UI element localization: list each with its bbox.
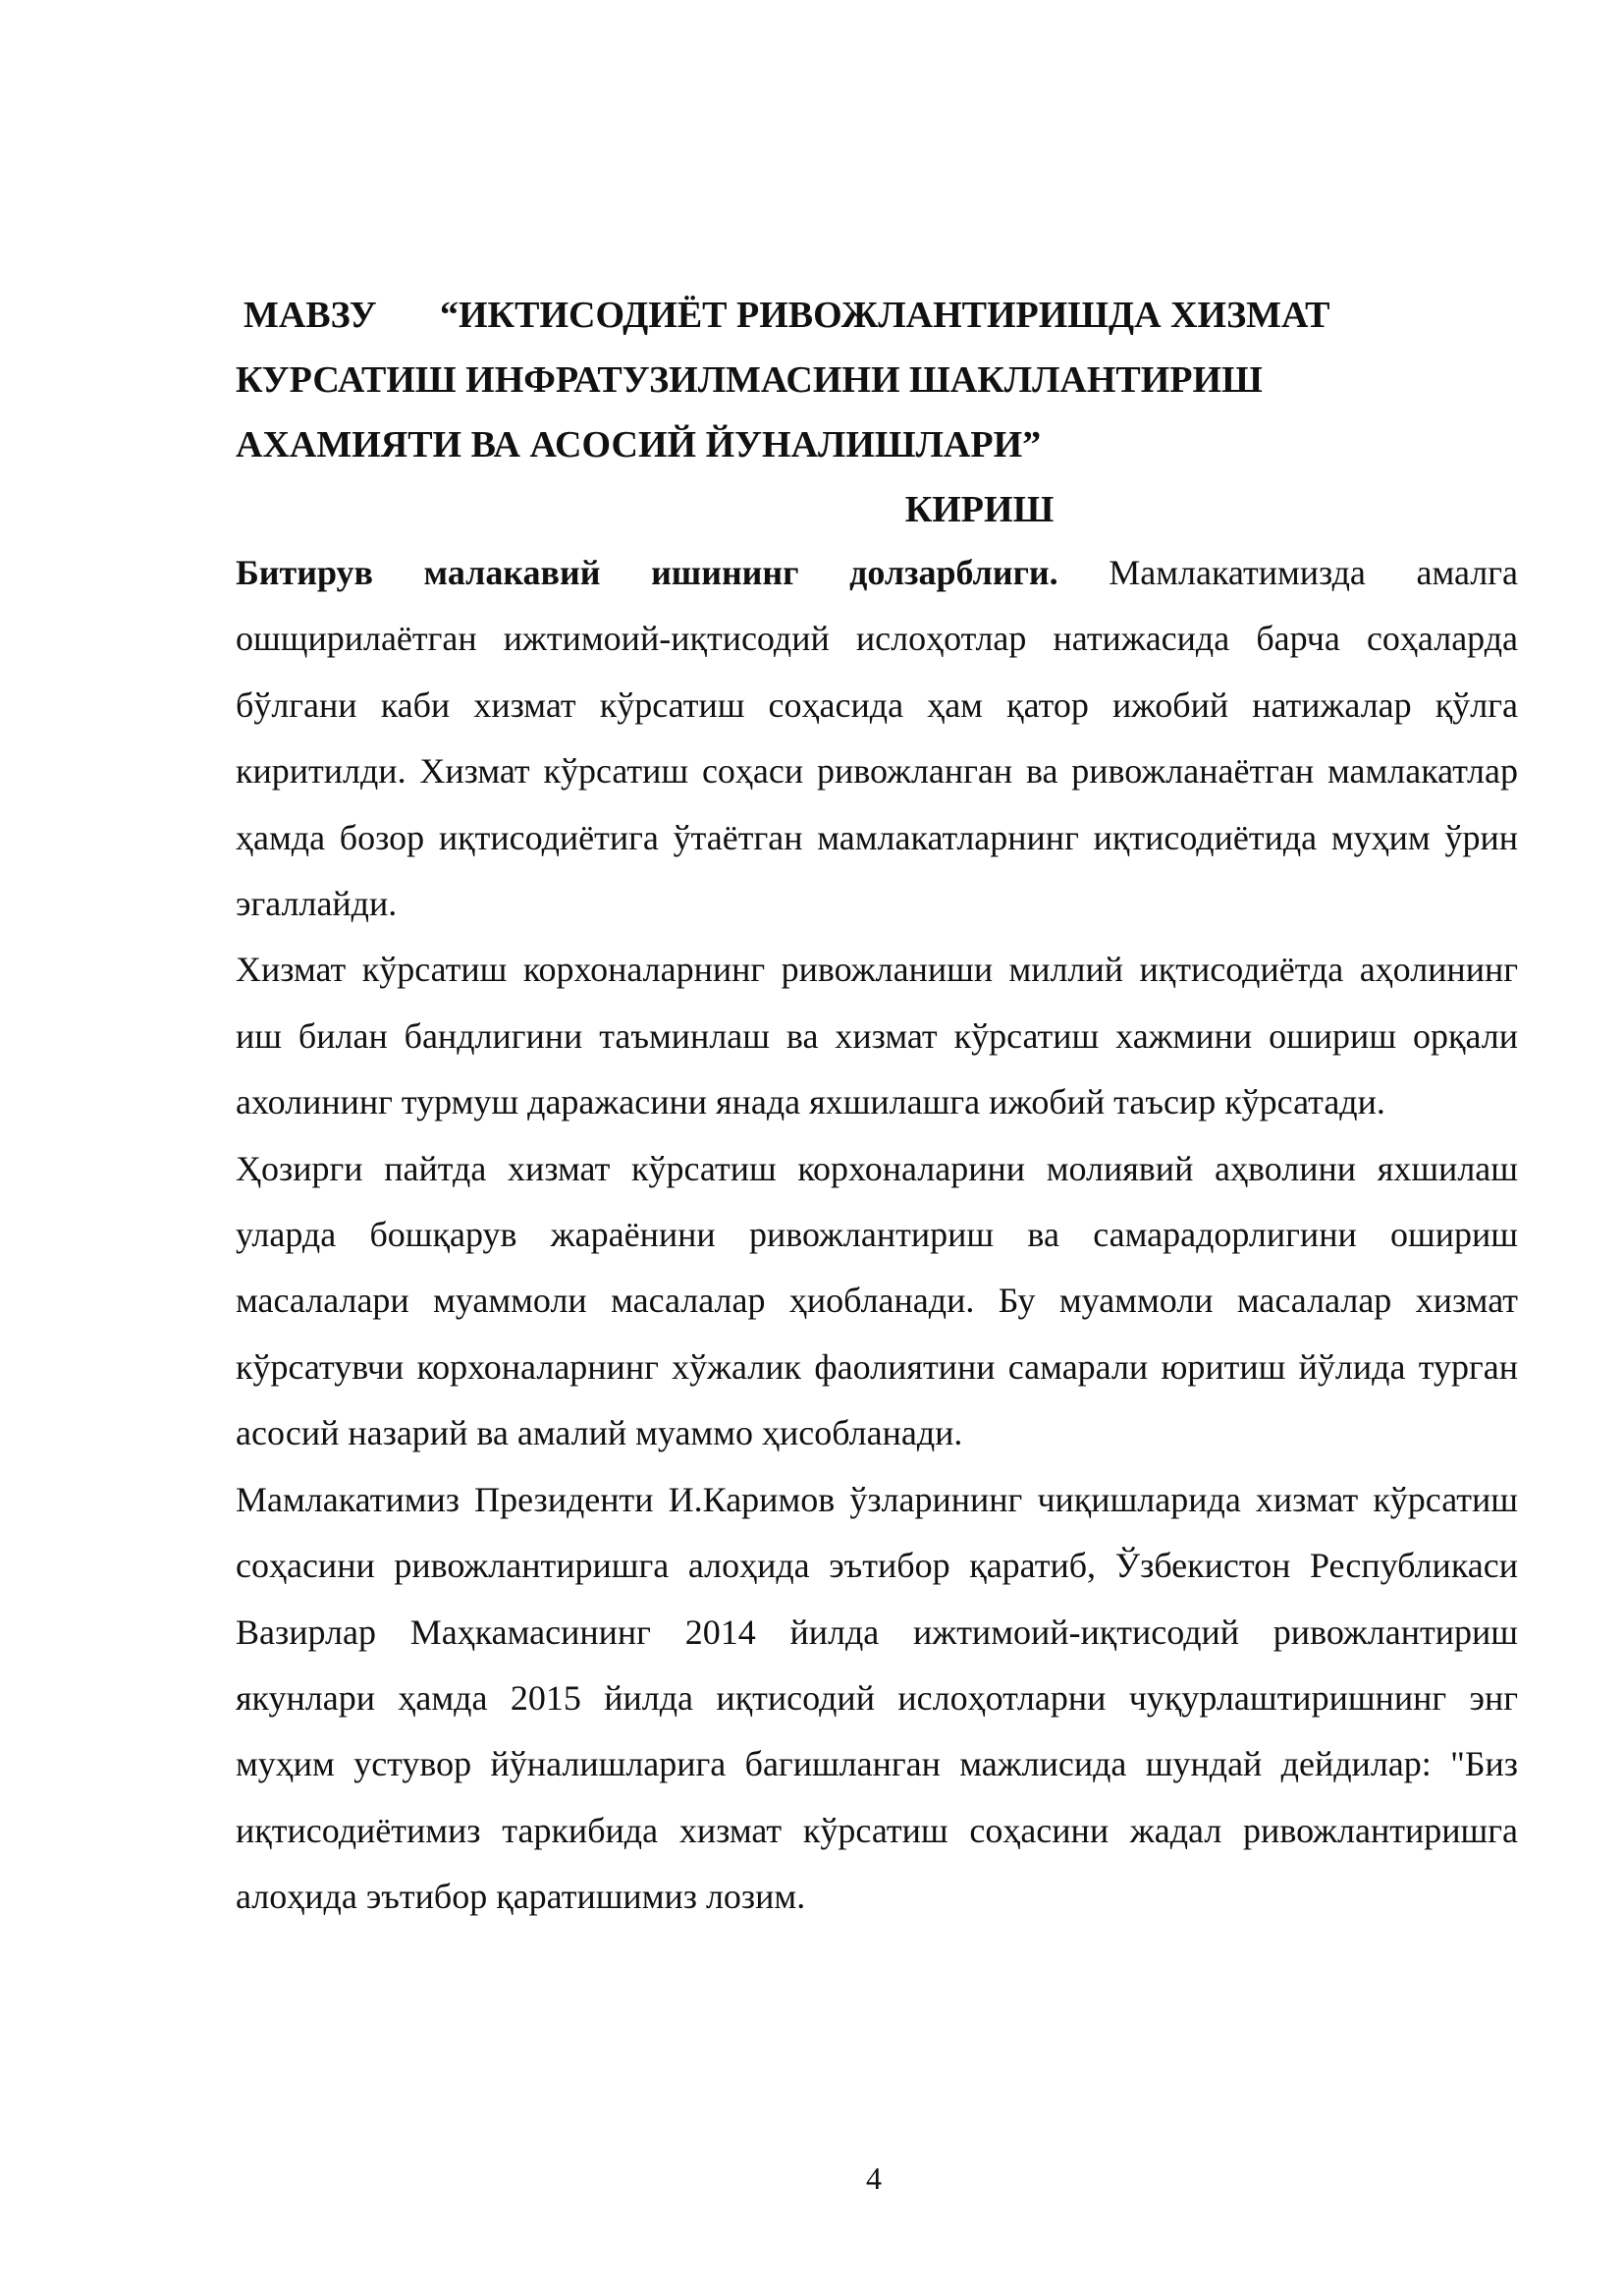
paragraph-lead: Битирув малакавий ишининг долзарблиги.: [236, 553, 1058, 592]
paragraph-text: Ҳозирги пайтда хизмат кўрсатиш корхоналарини молиявий аҳволини яхшилаш уларда бошқарув жараёнини ривожлантириш ва самарадорлигини ошириш масалалари муаммоли масалалар ҳиобланади. Бу муаммоли масалалар хизмат кўрсатувчи корхоналарнинг хўжалик фаолиятини самарали юритиш йўлида турган асосий назарий ва амалий муаммо ҳисобланади.: [236, 1148, 1518, 1453]
title-line-3: АХАМИЯТИ ВА АСОСИЙ ЙУНАЛИШЛАРИ”: [236, 424, 1042, 465]
title-text-1: “ИКТИСОДИЁТ РИВОЖЛАНТИРИШДА ХИЗМАТ: [440, 295, 1330, 336]
title-line-2: КУРСАТИШ ИНФРАТУЗИЛМАСИНИ ШАКЛЛАНТИРИШ: [236, 359, 1263, 401]
section-heading: КИРИШ: [904, 489, 1055, 530]
paragraph-3: [236, 1136, 1518, 1467]
page-number: 4: [866, 2160, 882, 2196]
title-line-1: [236, 283, 1512, 348]
title-label: МАВЗУ: [244, 295, 377, 336]
paragraph-2: [236, 937, 1518, 1135]
paragraph-text: Хизмат кўрсатиш корхоналарнинг ривожланиши миллий иқтисодиётда аҳолининг иш билан бандлигини таъминлаш ва хизмат кўрсатиш хажмини ошириш орқали ахолининг турмуш даражасини янада яхшилашга ижобий таъсир кўрсатади.: [236, 950, 1518, 1122]
body-text: [236, 540, 1518, 1931]
paragraph-text: Мамлакатимизда амалга ошщирилаётган ижтимоий-иқтисодий ислоҳотлар натижасида барча соҳаларда бўлгани каби хизмат кўрсатиш соҳасида ҳам қатор ижобий натижалар қўлга киритилди. Хизмат кўрсатиш соҳаси ривожланган ва ривожланаётган мамлакатлар ҳамда бозор иқтисодиётига ўтаётган мамлакатларнинг иқтисодиётида муҳим ўрин эгаллайди.: [236, 553, 1518, 924]
paragraph-text: Мамлакатимиз Президенти И.Каримов ўзларининг чиқишларида хизмат кўрсатиш соҳасини ривожлантиришга алоҳида эътибор қаратиб, Ўзбекистон Республикаси Вазирлар Маҳкамасининг 2014 йилда ижтимоий-иқтисодий ривожлантириш якунлари ҳамда 2015 йилда иқтисодий ислоҳотларни чуқурлаштиришнинг энг муҳим устувор йўналишларига багишланган мажлисида шундай дейдилар: "Биз иқтисодиётимиз таркибида хизмат кўрсатиш соҳасини жадал ривожлантиришга алоҳида эътибор қаратишимиз лозим.: [236, 1479, 1518, 1917]
paragraph-4: [236, 1467, 1518, 1931]
paragraph-1: [236, 540, 1518, 937]
document-title: [236, 283, 1512, 477]
